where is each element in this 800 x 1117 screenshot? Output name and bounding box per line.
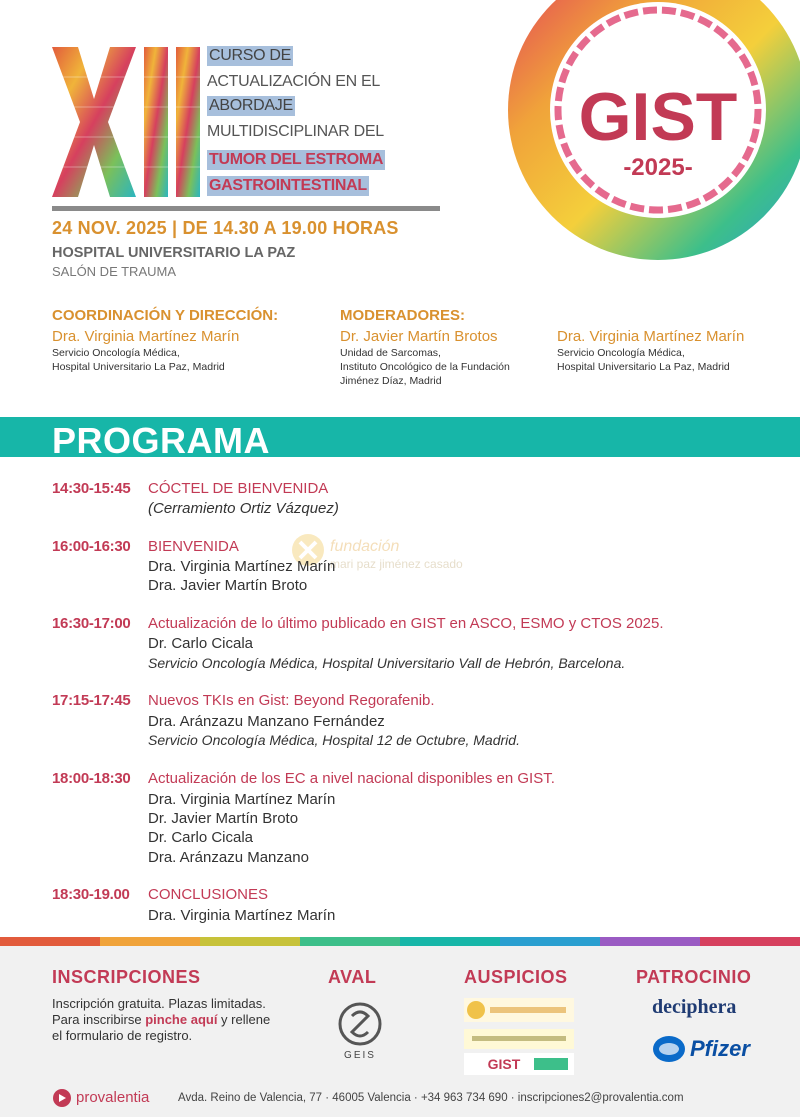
title-divider bbox=[52, 206, 440, 211]
inscripciones-line-3: el formulario de registro. bbox=[52, 1028, 193, 1043]
auspicios-heading: AUSPICIOS bbox=[464, 967, 568, 987]
moderator-1-aff-1: Unidad de Sarcomas, bbox=[340, 347, 441, 359]
item-time: 16:00-16:30 bbox=[52, 538, 131, 555]
watermark-line-1: fundación bbox=[330, 538, 400, 555]
coordination-heading: COORDINACIÓN Y DIRECCIÓN: bbox=[52, 307, 279, 324]
gist-auspice-logo bbox=[464, 1053, 574, 1075]
moderators-heading: MODERADORES: bbox=[340, 307, 466, 324]
item-title: Actualización de los EC a nivel nacional disponibles en GIST. bbox=[148, 770, 555, 787]
item-line: Dra. Aránzazu Manzano bbox=[148, 849, 309, 866]
inscripciones-line-2b: y rellene bbox=[217, 1012, 271, 1027]
item-time: 14:30-15:45 bbox=[52, 480, 131, 497]
item-line: Servicio Oncología Médica, Hospital Universitario Vall de Hebrón, Barcelona. bbox=[148, 655, 626, 671]
inscripciones-line-1: Inscripción gratuita. Plazas limitadas. bbox=[52, 996, 266, 1011]
item-line: Dr. Javier Martín Broto bbox=[148, 810, 299, 827]
coordination-aff-1: Servicio Oncología Médica, bbox=[52, 347, 180, 359]
item-line: (Cerramiento Ortiz Vázquez) bbox=[148, 500, 339, 517]
badge-title: GIST bbox=[578, 79, 738, 155]
inscripciones-heading: INSCRIPCIONES bbox=[52, 967, 201, 987]
moderator-1-aff-2: Instituto Oncológico de la Fundación bbox=[340, 361, 510, 373]
geis-logo bbox=[330, 1000, 390, 1062]
provalentia-wordmark: provalentia bbox=[76, 1089, 150, 1106]
item-line: Dra. Virginia Martínez Marín bbox=[148, 791, 336, 808]
moderator-2-aff-2: Hospital Universitario La Paz, Madrid bbox=[557, 361, 730, 373]
provalentia-logo bbox=[52, 1088, 150, 1113]
foundation-logo bbox=[464, 998, 574, 1022]
item-line: Dr. Carlo Cicala bbox=[148, 635, 254, 652]
register-link[interactable]: pinche aquí bbox=[145, 1012, 218, 1027]
gist-2025-badge bbox=[508, 0, 800, 262]
moderator-2-aff-1: Servicio Oncología Médica, bbox=[557, 347, 685, 359]
inscripciones-text bbox=[52, 996, 312, 1044]
item-line: Dra. Aránzazu Manzano Fernández bbox=[148, 713, 385, 730]
inscripciones-line-2a: Para inscribirse bbox=[52, 1012, 146, 1027]
course-line-2: ACTUALIZACIÓN EN EL bbox=[207, 73, 381, 90]
item-line: Servicio Oncología Médica, Hospital 12 de Octubre, Madrid. bbox=[148, 732, 520, 748]
geis-logo-text: GEIS bbox=[344, 1050, 376, 1061]
item-time: 18:30-19.00 bbox=[52, 886, 130, 903]
event-date: 24 NOV. 2025 | DE 14.30 A 19.00 HORAS bbox=[52, 218, 399, 238]
gist-auspice-text: GIST bbox=[487, 1056, 521, 1072]
color-stripe bbox=[0, 937, 800, 946]
coordination-name: Dra. Virginia Martínez Marín bbox=[52, 328, 240, 345]
auspice-banner-logo bbox=[464, 1029, 574, 1049]
provalentia-icon bbox=[52, 1088, 72, 1108]
moderator-2-name: Dra. Virginia Martínez Marín bbox=[557, 328, 745, 345]
deciphera-logo: deciphera bbox=[652, 996, 737, 1018]
xii-numeral-logo bbox=[52, 47, 202, 197]
moderator-1-name: Dr. Javier Martín Brotos bbox=[340, 328, 498, 345]
item-line: Dra. Virginia Martínez Marín bbox=[148, 558, 336, 575]
badge-year: -2025- bbox=[623, 154, 693, 181]
event-room: SALÓN DE TRAUMA bbox=[52, 264, 177, 279]
course-line-1: CURSO DE bbox=[209, 47, 292, 64]
item-title: Nuevos TKIs en Gist: Beyond Regorafenib. bbox=[148, 692, 435, 709]
event-venue: HOSPITAL UNIVERSITARIO LA PAZ bbox=[52, 245, 296, 261]
patrocinio-heading: PATROCINIO bbox=[636, 967, 752, 987]
watermark-line-2: mari paz jiménez casado bbox=[330, 557, 463, 571]
course-line-4: MULTIDISCIPLINAR DEL bbox=[207, 123, 384, 140]
aval-heading: AVAL bbox=[328, 967, 377, 987]
item-time: 18:00-18:30 bbox=[52, 770, 131, 787]
programa-title: PROGRAMA bbox=[52, 420, 270, 461]
moderator-1-aff-3: Jiménez Díaz, Madrid bbox=[340, 375, 442, 387]
item-line: Dr. Carlo Cicala bbox=[148, 829, 254, 846]
item-time: 16:30-17:00 bbox=[52, 615, 131, 632]
course-line-5: TUMOR DEL ESTROMA bbox=[209, 151, 384, 168]
contact-address: Avda. Reino de Valencia, 77 · 46005 Valencia · +34 963 734 690 · inscripciones2@provalentia.com bbox=[178, 1092, 684, 1104]
item-line: Dra. Javier Martín Broto bbox=[148, 577, 308, 594]
inscripciones-line-2 bbox=[52, 1012, 312, 1028]
auspicios-logos bbox=[464, 998, 574, 1072]
item-title: CÓCTEL DE BIENVENIDA bbox=[148, 480, 329, 497]
pfizer-icon bbox=[652, 1034, 686, 1064]
item-title: Actualización de lo último publicado en GIST en ASCO, ESMO y CTOS 2025. bbox=[148, 615, 664, 632]
item-time: 17:15-17:45 bbox=[52, 692, 131, 709]
pfizer-logo bbox=[652, 1034, 750, 1069]
item-title: CONCLUSIONES bbox=[148, 886, 269, 903]
pfizer-wordmark: Pfizer bbox=[690, 1036, 750, 1061]
coordination-aff-2: Hospital Universitario La Paz, Madrid bbox=[52, 361, 225, 373]
item-line: Dra. Virginia Martínez Marín bbox=[148, 907, 336, 924]
course-line-3: ABORDAJE bbox=[209, 97, 293, 114]
item-title: BIENVENIDA bbox=[148, 538, 239, 555]
course-line-6: GASTROINTESTINAL bbox=[209, 177, 367, 194]
